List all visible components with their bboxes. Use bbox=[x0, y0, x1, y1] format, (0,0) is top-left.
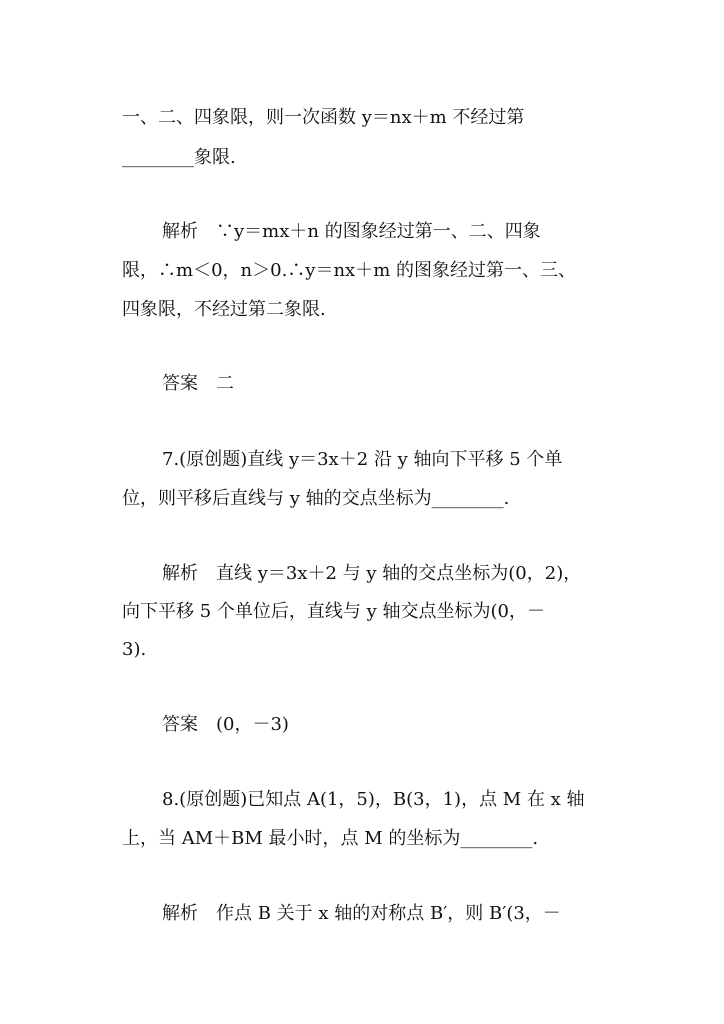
analysis-line-2: 限，∴m＜0，n＞0.∴y＝nx＋m 的图象经过第一、三、 bbox=[122, 260, 576, 281]
analysis-line-1: 解析 ∵y＝mx＋n 的图象经过第一、二、四象 bbox=[162, 221, 541, 242]
analysis-7-line-2: 向下平移 5 个单位后，直线与 y 轴交点坐标为(0，－ bbox=[122, 601, 545, 622]
question-7-line-1: 7.(原创题)直线 y＝3x＋2 沿 y 轴向下平移 5 个单 bbox=[162, 449, 563, 470]
text-line-1: 一、二、四象限，则一次函数 y＝nx＋m 不经过第 bbox=[122, 107, 525, 128]
analysis-line-3: 四象限，不经过第二象限. bbox=[122, 299, 326, 320]
analysis-7-line-3: 3). bbox=[122, 639, 147, 660]
answer-line-6: 答案 二 bbox=[162, 373, 234, 394]
text-line-2: ________象限. bbox=[122, 147, 236, 168]
answer-line-7: 答案 (0，－3) bbox=[162, 714, 289, 735]
analysis-8-line-1: 解析 作点 B 关于 x 轴的对称点 B′，则 B′(3，－ bbox=[162, 903, 561, 924]
analysis-7-line-1: 解析 直线 y＝3x＋2 与 y 轴的交点坐标为(0，2)， bbox=[162, 563, 582, 584]
question-8-line-1: 8.(原创题)已知点 A(1，5)，B(3，1)，点 M 在 x 轴 bbox=[162, 789, 585, 810]
question-7-line-2: 位，则平移后直线与 y 轴的交点坐标为________. bbox=[122, 488, 510, 509]
question-8-line-2: 上，当 AM＋BM 最小时，点 M 的坐标为________. bbox=[122, 828, 539, 849]
